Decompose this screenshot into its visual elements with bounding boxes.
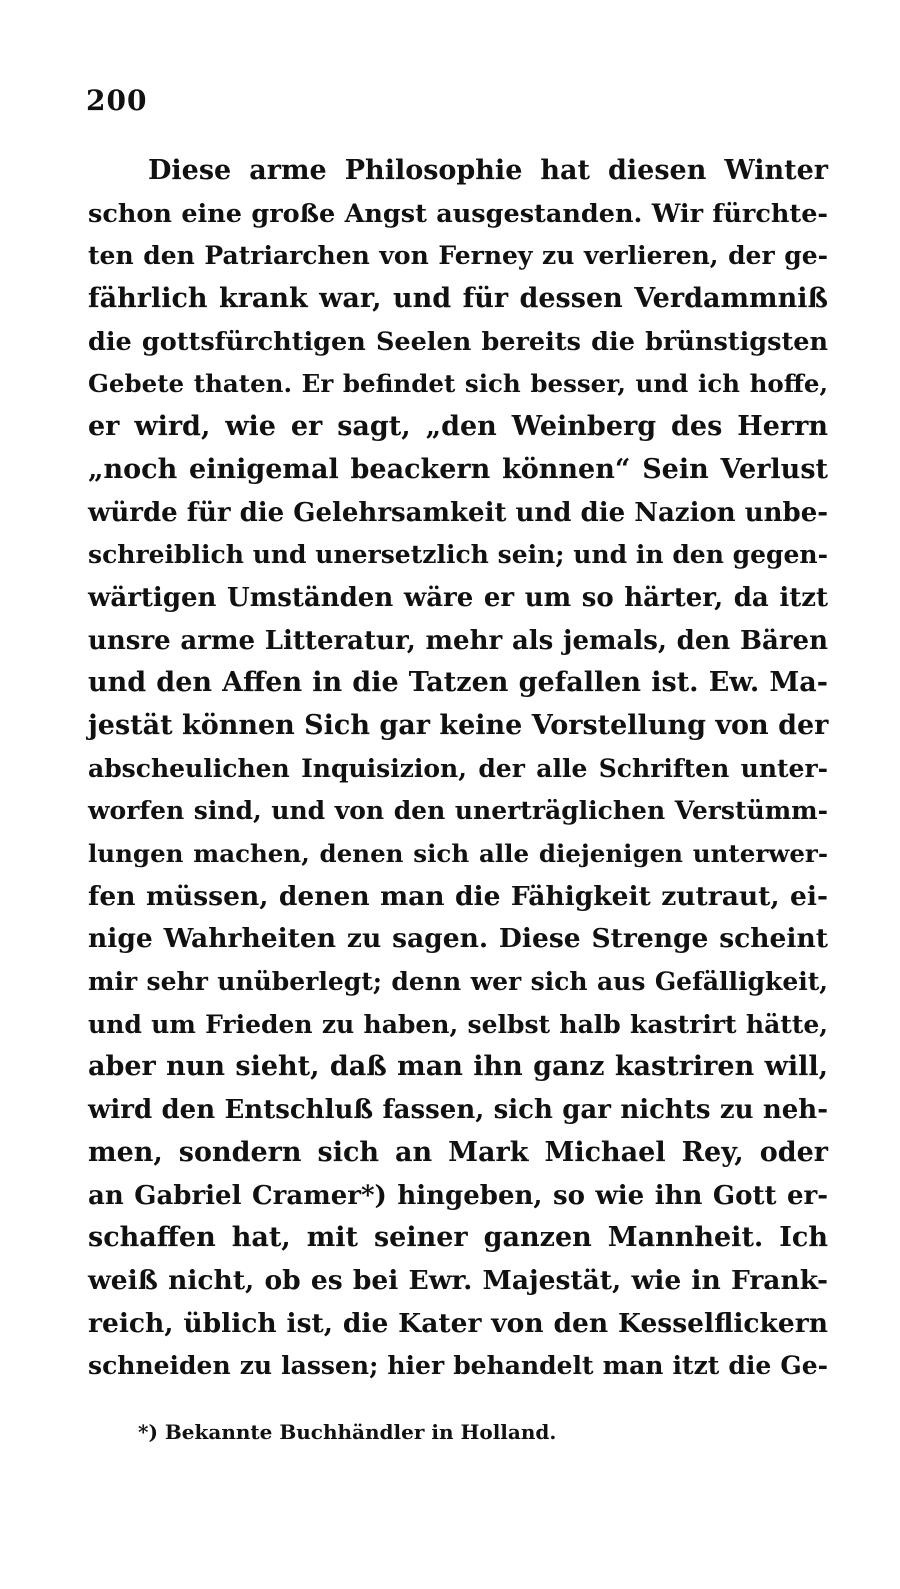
text-line: aber nun sieht, daß man ihn ganz kastriren will, — [88, 1051, 828, 1083]
text-line: und den Affen in die Tatzen gefallen ist. Ew. Ma- — [88, 667, 828, 699]
text-line: jestät können Sich gar keine Vorstellung von der — [88, 709, 829, 741]
text-line: weiß nicht, ob es bei Ewr. Majestät, wie in Frank- — [88, 1264, 828, 1296]
text-line: schon eine große Angst ausgestanden. Wir fürchte- — [88, 198, 828, 229]
text-line: schneiden zu lassen; hier behandelt man itzt die Ge- — [88, 1351, 828, 1381]
text-line: abscheulichen Inquisizion, der alle Schriften unter- — [88, 753, 828, 783]
text-line: die gottsfürchtigen Seelen bereits die brünstigsten — [88, 326, 828, 357]
text-line: nige Wahrheiten zu sagen. Diese Strenge scheint — [88, 923, 828, 955]
text-line: schaffen hat, mit seiner ganzen Mannheit. Ich — [88, 1222, 828, 1254]
page-number: 200 — [86, 84, 148, 117]
text-line: lungen machen, denen sich alle diejenigen unterwer- — [88, 839, 828, 868]
text-line: „noch einigemal beackern können“ Sein Verlust — [88, 453, 828, 485]
text-line: er wird, wie er sagt, „den Weinberg des Herrn — [88, 411, 828, 443]
text-line: schreiblich und unersetzlich sein; und in den gegen- — [88, 540, 828, 570]
text-line: Gebete thaten. Er befindet sich besser, und ich hoffe, — [88, 369, 828, 399]
footnote: *) Bekannte Buchhändler in Holland. — [138, 1420, 557, 1444]
text-line: an Gabriel Cramer*) hingeben, so wie ihn Gott er- — [88, 1180, 828, 1211]
text-line: Diese arme Philosophie hat diesen Winter — [148, 155, 828, 186]
text-line: fen müssen, denen man die Fähigkeit zutraut, ei- — [88, 880, 828, 912]
text-line: unsre arme Litteratur, mehr als jemals, den Bären — [88, 625, 828, 656]
text-line: worfen sind, und von den unerträglichen Verstümm- — [88, 796, 828, 826]
text-line: wärtigen Umständen wäre er um so härter, da itzt — [88, 582, 828, 613]
text-line: men, sondern sich an Mark Michael Rey, oder — [88, 1136, 828, 1168]
text-line: reich, üblich ist, die Kater von den Kesselflickern — [88, 1307, 828, 1339]
body-text — [88, 150, 828, 1388]
text-line: wird den Entschluß fassen, sich gar nichts zu neh- — [88, 1095, 828, 1126]
text-line: würde für die Gelehrsamkeit und die Nazion unbe- — [88, 497, 829, 528]
text-line: und um Frieden zu haben, selbst halb kastrirt hätte, — [88, 1009, 828, 1039]
text-line: mir sehr unüberlegt; denn wer sich aus Gefälligkeit, — [88, 967, 828, 997]
text-line: fährlich krank war, und für dessen Verdammniß — [88, 283, 828, 315]
text-line: ten den Patriarchen von Ferney zu verlieren, der ge- — [88, 241, 828, 271]
